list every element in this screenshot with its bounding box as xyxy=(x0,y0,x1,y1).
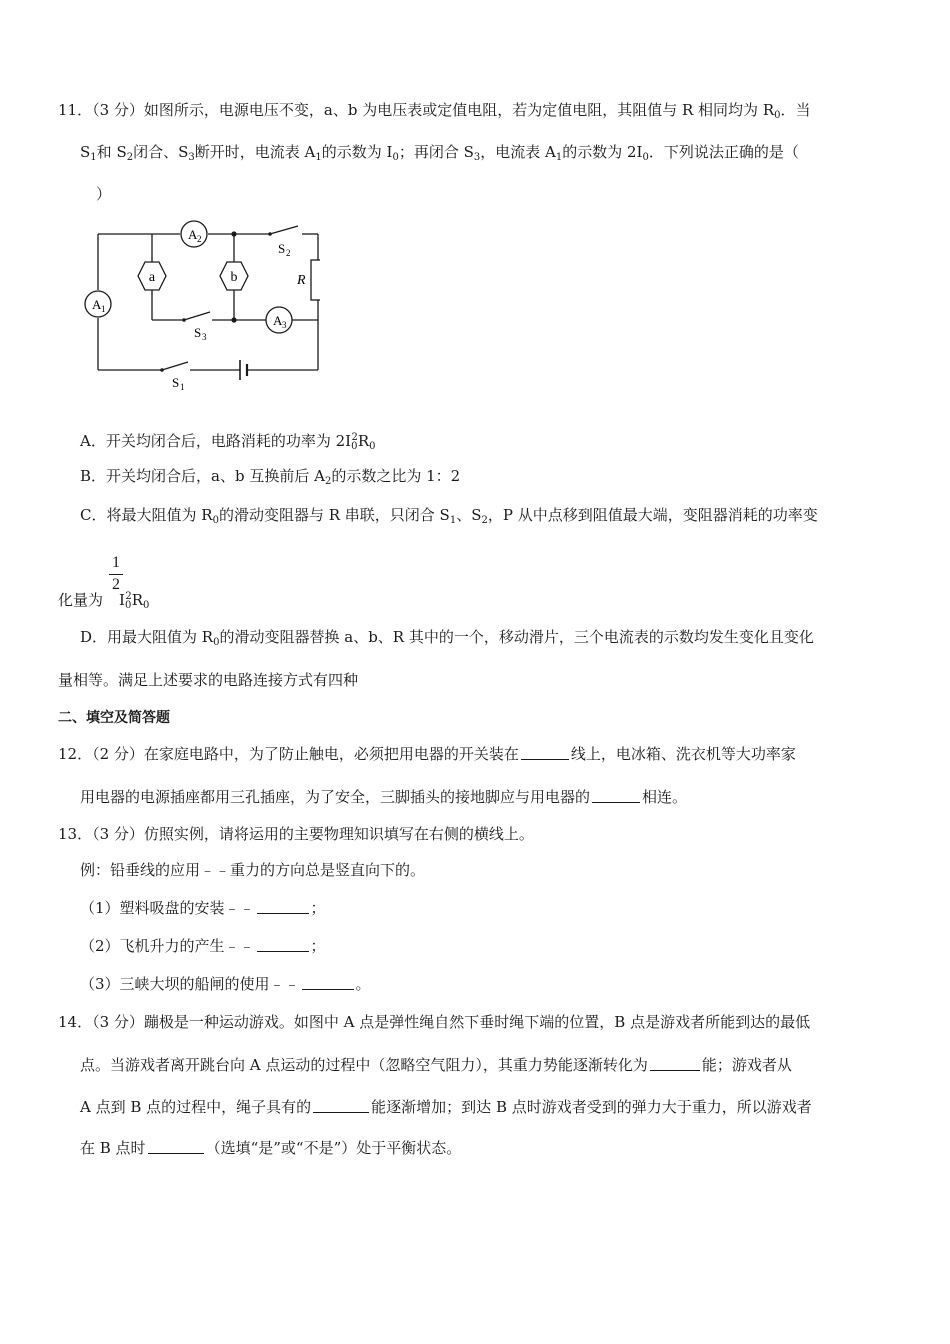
q11-t2g: 的示数为 2I xyxy=(562,143,643,161)
q11-t2a: 和 xyxy=(96,143,117,161)
label-a2: A xyxy=(188,227,198,242)
option-a-text: 开关均闭合后，电路消耗的功率为 2I xyxy=(105,432,352,450)
q13-item-3-end: 。 xyxy=(355,975,371,993)
label-a3-sub: 3 xyxy=(282,320,287,330)
q12-line1 xyxy=(58,744,796,764)
option-a-sub1: 0 xyxy=(351,441,358,452)
q14-score: （3 分） xyxy=(92,1013,144,1031)
label-s1-sub: 1 xyxy=(180,382,185,390)
q11-line1 xyxy=(58,100,811,126)
q11-s1: S xyxy=(80,143,91,161)
option-c-t3: 、S xyxy=(456,506,482,524)
q12-line2 xyxy=(80,787,687,807)
q11-option-d-line1 xyxy=(80,627,814,653)
q11-option-b xyxy=(80,466,460,492)
option-b-sub1: 2 xyxy=(324,476,332,487)
q14-number: 14． xyxy=(58,1013,93,1031)
q11-s3-sub: 3 xyxy=(188,152,195,163)
q11-option-a xyxy=(80,428,376,457)
q11-t2b: 闭合、S xyxy=(133,143,189,161)
q13-item-2-text: （2）飞机升力的产生﹣﹣ xyxy=(80,937,255,955)
q13-score: （3 分） xyxy=(92,825,144,843)
section-heading: 二、填空及简答题 xyxy=(58,710,170,726)
q12-line2a: 用电器的电源插座都用三孔插座，为了安全，三脚插头的接地脚应与用电器的 xyxy=(80,788,591,806)
q12-line1a: 在家庭电路中，为了防止触电，必须把用电器的开关装在 xyxy=(143,745,519,763)
q13-item-1 xyxy=(80,898,326,918)
q14-blank-2[interactable] xyxy=(313,1098,369,1113)
q13-item-3 xyxy=(80,974,371,994)
q12-line2b: 相连。 xyxy=(642,788,688,806)
label-a1-sub: 1 xyxy=(101,304,106,314)
q11-t2f: ，电流表 A xyxy=(480,143,556,161)
option-b-label: B． xyxy=(80,467,107,485)
q11-text1-end: ．当 xyxy=(780,101,811,119)
q13-blank-3[interactable] xyxy=(302,975,354,990)
option-a-tail: R xyxy=(357,432,370,450)
label-a: a xyxy=(148,270,156,285)
option-b-text: 开关均闭合后，a、b 互换前后 A xyxy=(106,467,325,485)
option-c-frac-den: 2 xyxy=(112,576,120,593)
q11-score: （3 分） xyxy=(92,101,144,119)
q13-line1-text: 仿照实例，请将运用的主要物理知识填写在右侧的横线上。 xyxy=(143,825,534,843)
q11-s1-sub: 1 xyxy=(90,152,97,163)
option-c-sub3: 2 xyxy=(481,515,488,526)
option-b-tail: 的示数之比为 1：2 xyxy=(331,467,461,485)
label-s2-sub: 2 xyxy=(286,248,291,258)
label-r: R xyxy=(297,273,306,288)
q14-line3a: A 点到 B 点的过程中，绳子具有的 xyxy=(80,1098,312,1116)
q14-blank-1[interactable] xyxy=(650,1056,700,1071)
option-d-text: 用最大阻值为 R xyxy=(107,628,214,646)
option-a-sub2: 0 xyxy=(369,441,376,452)
label-s1: S xyxy=(172,375,180,390)
q11-text1-sub: 0 xyxy=(774,110,781,121)
option-d-label: D． xyxy=(80,628,108,646)
q13-item-3-text: （3）三峡大坝的船闸的使用﹣﹣ xyxy=(80,975,300,993)
option-c-frac-num: 1 xyxy=(112,554,120,571)
q12-blank-1[interactable] xyxy=(521,745,569,760)
option-c-sub1: 0 xyxy=(212,515,219,526)
option-d-sub1: 0 xyxy=(213,637,220,648)
q14-line1 xyxy=(58,1012,810,1032)
q11-option-c-line1 xyxy=(80,505,818,531)
option-c-t2: 的滑动变阻器与 R 串联，只闭合 S xyxy=(218,506,450,524)
q12-number: 12． xyxy=(58,745,93,763)
option-c-t4: ，P 从中点移到阻值最大端，变阻器消耗的功率变 xyxy=(487,506,818,524)
q14-line3b: 能逐渐增加；到达 B 点时游戏者受到的弹力大于重力，所以游戏者 xyxy=(371,1098,812,1116)
q13-item-1-text: （1）塑料吸盘的安装﹣﹣ xyxy=(80,899,255,917)
label-a2-sub: 2 xyxy=(197,234,202,244)
q14-line2a: 点。当游戏者离开跳台向 A 点运动的过程中（忽略空气阻力），其重力势能逐渐转化为 xyxy=(80,1056,648,1074)
q11-option-d-line2: 量相等。满足上述要求的电路连接方式有四种 xyxy=(58,671,359,689)
option-c-label: C． xyxy=(80,506,107,524)
q11-paren-close: ） xyxy=(96,185,112,203)
q14-line4b: （选填“是”或“不是”）处于平衡状态。 xyxy=(205,1139,462,1157)
q11-t2h: ．下列说法正确的是（ xyxy=(648,143,799,161)
q14-line4 xyxy=(80,1138,461,1158)
option-c-sub4: 0 xyxy=(124,600,132,611)
q13-example: 例：铅垂线的应用﹣﹣重力的方向总是竖直向下的。 xyxy=(80,861,426,879)
label-a3: A xyxy=(273,313,283,328)
option-a-label: A． xyxy=(80,432,106,450)
label-s2: S xyxy=(278,241,286,256)
q11-t2d: 的示数为 I xyxy=(321,143,393,161)
q11-s2: S xyxy=(116,143,127,161)
q11-s3b-sub: 3 xyxy=(473,152,481,163)
q11-a1-sub: 1 xyxy=(315,152,322,163)
option-d-t2: 的滑动变阻器替换 a、b、R 其中的一个，移动滑片，三个电流表的示数均发生变化且变化 xyxy=(219,628,814,646)
q14-line2 xyxy=(80,1055,792,1075)
q13-item-2-end: ； xyxy=(310,937,326,955)
option-c-tail: I xyxy=(119,591,125,609)
q11-s2-sub: 2 xyxy=(126,152,134,163)
option-c-frac-bar xyxy=(109,574,123,575)
q11-t2e: ；再闭合 S xyxy=(398,143,474,161)
q14-blank-3[interactable] xyxy=(148,1139,204,1154)
circuit-diagram xyxy=(80,220,320,390)
q14-line1-text: 蹦极是一种运动游戏。如图中 A 点是弹性绳自然下垂时绳下端的位置，B 点是游戏者所能到达的最低 xyxy=(143,1013,811,1031)
q14-line4a: 在 B 点时 xyxy=(80,1139,146,1157)
option-c-text: 将最大阻值为 R xyxy=(106,506,213,524)
q13-line1 xyxy=(58,824,534,844)
q13-blank-1[interactable] xyxy=(257,899,309,914)
label-b: b xyxy=(230,270,238,285)
label-a1: A xyxy=(92,297,102,312)
q13-number: 13． xyxy=(58,825,93,843)
option-c-sub5: 0 xyxy=(143,600,150,611)
option-c-sup4: 2 xyxy=(125,591,132,602)
q12-blank-2[interactable] xyxy=(592,788,640,803)
q12-line1b: 线上，电冰箱、洗衣机等大功率家 xyxy=(570,745,796,763)
label-s3-sub: 3 xyxy=(202,332,207,342)
q11-number: 11． xyxy=(58,101,93,119)
q11-text1: 如图所示，电源电压不变，a、b 为电压表或定值电阻，若为定值电阻，其阻值与 R 相同均为 R xyxy=(143,101,775,119)
q12-score: （2 分） xyxy=(92,745,144,763)
option-c-tail2: R xyxy=(131,591,143,609)
q11-option-c-line2 xyxy=(58,587,149,616)
option-c-line2: 化量为 xyxy=(58,591,104,609)
q13-blank-2[interactable] xyxy=(257,937,309,952)
option-c-sub2: 1 xyxy=(449,515,457,526)
q13-item-1-end: ； xyxy=(310,899,326,917)
q14-line3 xyxy=(80,1097,812,1117)
label-s3: S xyxy=(194,325,202,340)
q11-a1b-sub: 1 xyxy=(555,152,563,163)
q11-t2c: 断开时，电流表 A xyxy=(194,143,316,161)
q11-line2 xyxy=(80,142,799,168)
q13-item-2 xyxy=(80,936,326,956)
q11-i0-sub: 0 xyxy=(392,152,399,163)
q14-line2b: 能；游戏者从 xyxy=(701,1056,792,1074)
option-a-sup1: 2 xyxy=(351,432,358,443)
q11-i0b-sub: 0 xyxy=(642,152,649,163)
